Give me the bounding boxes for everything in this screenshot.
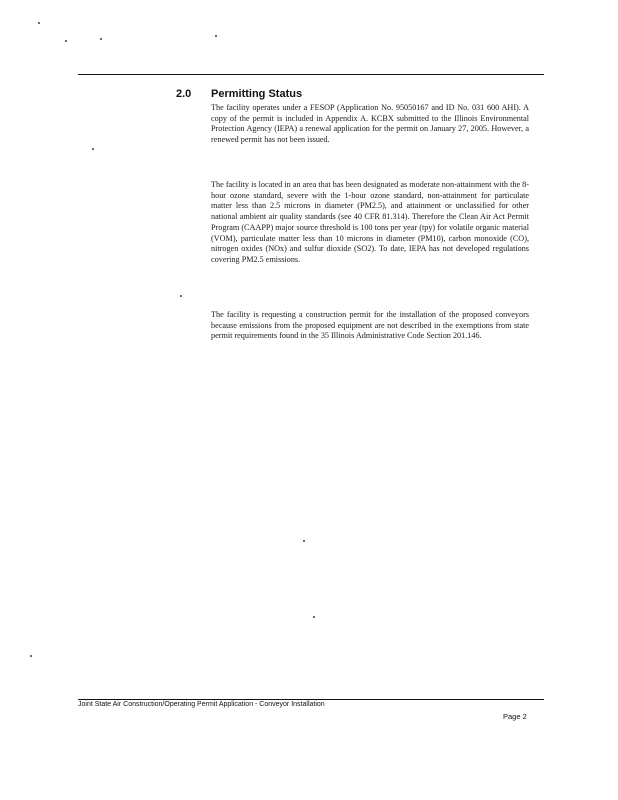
paragraph-construction-request: The facility is requesting a construction permit for the installation of the proposed conveyors because emissions from the proposed equipment are not described in the exemptions from state permit requirements found in the 35 Illinois Administrative Code Section 201.146.: [211, 310, 529, 341]
section-title: Permitting Status: [211, 88, 303, 100]
footer-rule: [78, 699, 544, 700]
scan-speck: [38, 22, 40, 24]
scan-speck: [30, 655, 32, 657]
footer-page-number: Page 2: [503, 712, 527, 721]
paragraph-attainment-status: The facility is located in an area that has been designated as moderate non-attainment with the 8-hour ozone standard, severe with the 1-hour ozone standard, non-attainment for particulate matter less than 2.5 microns in diameter (PM2.5), and attainment or unclassified for other national ambient air quality standards (see 40 CFR 81.314). Therefore the Clean Air Act Permit Program (CAAPP) major source threshold is 100 tons per year (tpy) for volatile organic material (VOM), particulate matter less than 10 microns in diameter (PM10), carbon monoxide (CO), nitrogen oxides (NOx) and sulfur dioxide (SO2). To date, IEPA has not developed regulations covering PM2.5 emissions.: [211, 180, 529, 264]
footer-document-title: Joint State Air Construction/Operating Permit Application - Conveyor Installation: [78, 701, 325, 708]
scan-speck: [313, 616, 315, 618]
scan-speck: [180, 295, 182, 297]
scan-speck: [92, 148, 94, 150]
scan-speck: [65, 40, 67, 42]
scan-speck: [303, 540, 305, 542]
section-number: 2.0: [176, 88, 192, 100]
scan-speck: [100, 38, 102, 40]
paragraph-permit-history: The facility operates under a FESOP (Application No. 95050167 and ID No. 031 600 AHI). A copy of the permit is included in Appendix A. KCBX submitted to the Illinois Environmental Protection Agency (IEPA) a renewal application for the permit on January 27, 2005. However, a renewed permit has not been issued.: [211, 103, 529, 145]
header-rule: [78, 74, 544, 75]
scan-speck: [215, 35, 217, 37]
